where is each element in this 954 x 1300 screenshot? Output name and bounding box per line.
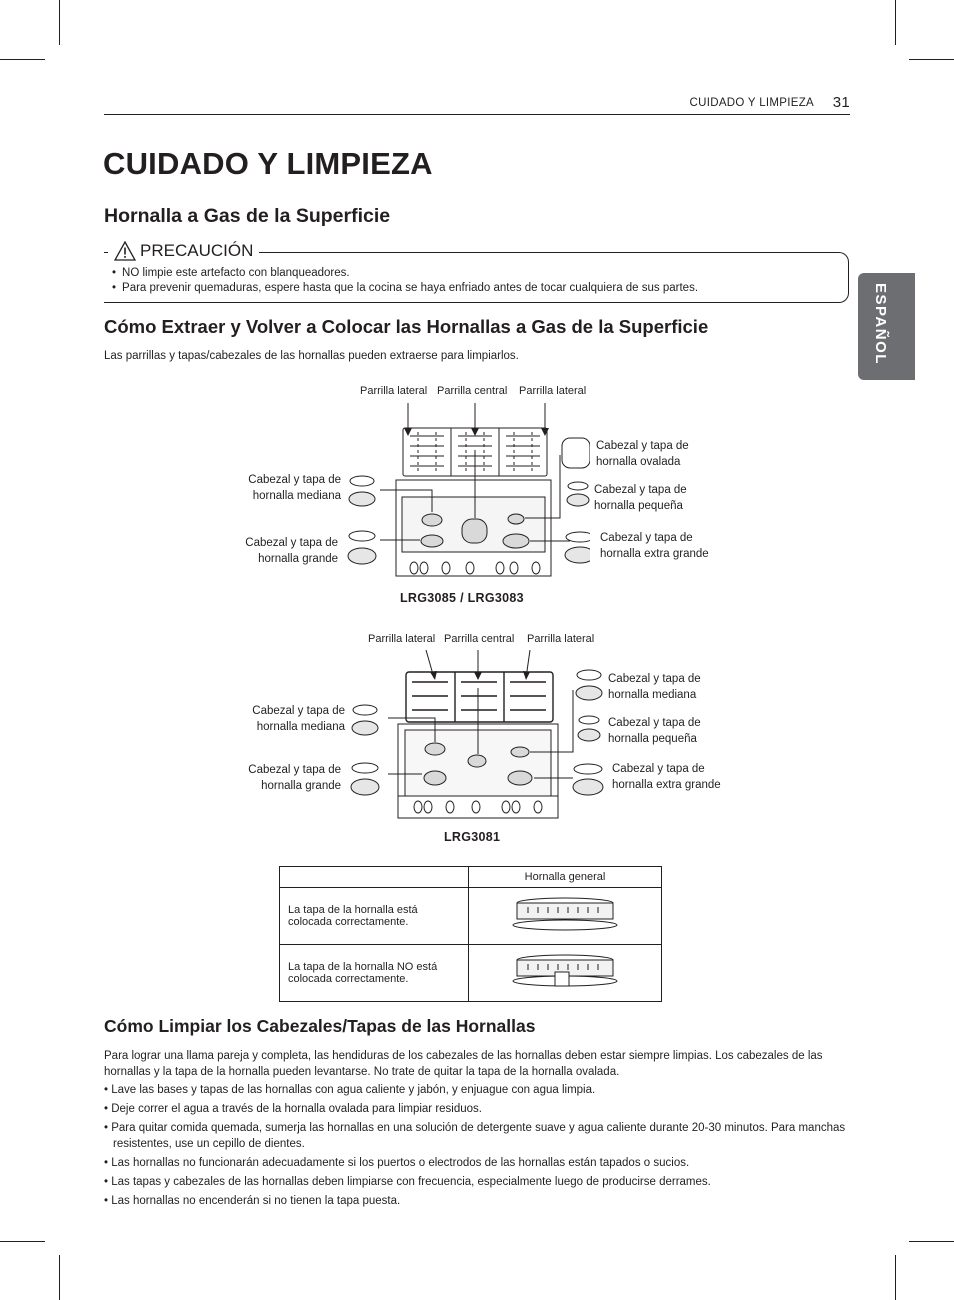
table-row-label: La tapa de la hornalla NO está colocada correctamente. <box>280 945 469 1002</box>
label-line: hornalla mediana <box>252 490 341 502</box>
list-item: • Deje correr el agua a través de la hornalla ovalada para limpiar residuos. <box>104 1101 856 1117</box>
list-item: • Lave las bases y tapas de las hornallas con agua caliente y jabón, y enjuague con agua limpia. <box>104 1082 856 1098</box>
figure2-label-xlarge <box>612 761 721 793</box>
cleaning-paragraph: Para lograr una llama pareja y completa, las hendiduras de los cabezales de las hornallas deben estar siempre limpias. Los cabezales de las hornallas y la tapa de la hornalla pueden levantarse. No trate de quitar la tapa de la hornalla ovalada. <box>104 1050 823 1078</box>
caution-list <box>112 267 698 297</box>
list-item: • Las hornallas no funcionarán adecuadamente si los puertos o electrodos de las hornallas están tapados o sucios. <box>104 1155 856 1171</box>
table-header-cell: Hornalla general <box>469 867 662 888</box>
table-row <box>280 945 662 1002</box>
figure2-label-side-grate-right: Parrilla lateral <box>527 633 595 645</box>
burner-correct-image <box>469 888 662 945</box>
label-line: Cabezal y tapa de <box>600 532 693 544</box>
language-tab[interactable] <box>858 273 915 380</box>
label-line: Cabezal y tapa de <box>248 474 341 486</box>
label-line: hornalla extra grande <box>600 548 709 560</box>
label-line: hornalla pequeña <box>594 500 683 512</box>
section-heading-gas-burner: Hornalla a Gas de la Superficie <box>104 205 391 227</box>
crop-mark <box>909 59 954 60</box>
label-line: Cabezal y tapa de <box>594 484 687 496</box>
caution-label: PRECAUCIÓN <box>140 241 254 260</box>
list-item: • Las hornallas no encenderán si no tienen la tapa puesta. <box>104 1193 856 1209</box>
list-item: • Para quitar comida quemada, sumerja las hornallas en una solución de detergente suave y agua caliente durante 20-30 minutos. Para manchas resistentes, use un cepillo de dientes. <box>104 1120 856 1152</box>
label-line: hornalla grande <box>261 780 341 792</box>
figure1-label-oval <box>596 438 689 470</box>
figure2-label-small <box>608 715 701 747</box>
figure2-label-medium-left <box>200 703 345 735</box>
cleaning-bullets <box>104 1082 856 1212</box>
figure1-model-caption: LRG3085 / LRG3083 <box>400 591 524 605</box>
figure2-label-side-grate-left: Parrilla lateral <box>368 633 436 645</box>
label-line: hornalla mediana <box>256 721 345 733</box>
label-line: hornalla grande <box>258 553 338 565</box>
table-row <box>280 888 662 945</box>
label-line: Cabezal y tapa de <box>608 717 701 729</box>
caution-box <box>104 241 849 303</box>
page-number: 31 <box>832 94 850 111</box>
label-line: Cabezal y tapa de <box>248 764 341 776</box>
section-heading-remove-replace: Cómo Extraer y Volver a Colocar las Hornallas a Gas de la Superficie <box>104 316 709 337</box>
language-tab-label: ESPAÑOL <box>872 283 889 365</box>
figure1-label-medium-left <box>200 472 341 504</box>
figure2-label-large-left <box>200 762 341 794</box>
label-line: hornalla pequeña <box>608 733 697 745</box>
burner-cap-incorrect-illustration <box>510 952 620 992</box>
intro-text: Las parrillas y tapas/cabezales de las hornallas pueden extraerse para limpiarlos. <box>104 350 519 362</box>
label-line: hornalla mediana <box>608 689 697 701</box>
figure1-label-side-grate-left: Parrilla lateral <box>360 385 428 397</box>
cooktop-diagram-2 <box>348 648 608 823</box>
crop-mark <box>0 1241 45 1242</box>
figure2-label-medium-right <box>608 671 701 703</box>
label-line: Cabezal y tapa de <box>608 673 701 685</box>
figure2-model-caption: LRG3081 <box>444 830 501 844</box>
figure1-label-center-grate: Parrilla central <box>437 385 508 397</box>
figure1-label-small <box>594 482 687 514</box>
burner-cap-correct-illustration <box>510 895 620 935</box>
crop-mark <box>59 0 60 45</box>
list-item: • Las tapas y cabezales de las hornallas deben limpiarse con frecuencia, especialmente luego de producirse derrames. <box>104 1174 856 1190</box>
crop-mark <box>895 0 896 45</box>
label-line: Cabezal y tapa de <box>245 537 338 549</box>
figure1-label-xlarge <box>600 530 709 562</box>
table-header-empty <box>280 867 469 888</box>
figure2-label-center-grate: Parrilla central <box>444 633 515 645</box>
crop-mark <box>895 1255 896 1300</box>
caution-item <box>112 267 698 279</box>
burner-cap-table <box>279 866 662 1002</box>
label-line: hornalla extra grande <box>612 779 721 791</box>
burner-incorrect-image <box>469 945 662 1002</box>
warning-icon <box>114 241 136 261</box>
caution-item <box>112 282 698 294</box>
caution-keyword: NO <box>122 267 140 279</box>
running-title: CUIDADO Y LIMPIEZA <box>689 97 814 109</box>
crop-mark <box>59 1255 60 1300</box>
caution-text: limpie este artefacto con blanqueadores. <box>139 267 350 279</box>
page-title: CUIDADO Y LIMPIEZA <box>103 146 433 181</box>
label-line: hornalla ovalada <box>596 456 681 468</box>
figure1-label-side-grate-right: Parrilla lateral <box>519 385 587 397</box>
crop-mark <box>0 59 45 60</box>
caution-header <box>108 241 259 261</box>
table-header-row <box>280 867 662 888</box>
label-line: Cabezal y tapa de <box>612 763 705 775</box>
crop-mark <box>909 1241 954 1242</box>
figure1-label-large-left <box>200 535 338 567</box>
cooktop-diagram-1 <box>340 400 590 585</box>
header-rule <box>104 114 850 115</box>
label-line: Cabezal y tapa de <box>252 705 345 717</box>
caution-text: Para prevenir quemaduras, espere hasta que la cocina se haya enfriado antes de tocar cualquiera de sus partes. <box>122 282 699 294</box>
table-row-label: La tapa de la hornalla está colocada correctamente. <box>280 888 469 945</box>
label-line: Cabezal y tapa de <box>596 440 689 452</box>
section-heading-cleaning: Cómo Limpiar los Cabezales/Tapas de las Hornallas <box>104 1016 536 1036</box>
